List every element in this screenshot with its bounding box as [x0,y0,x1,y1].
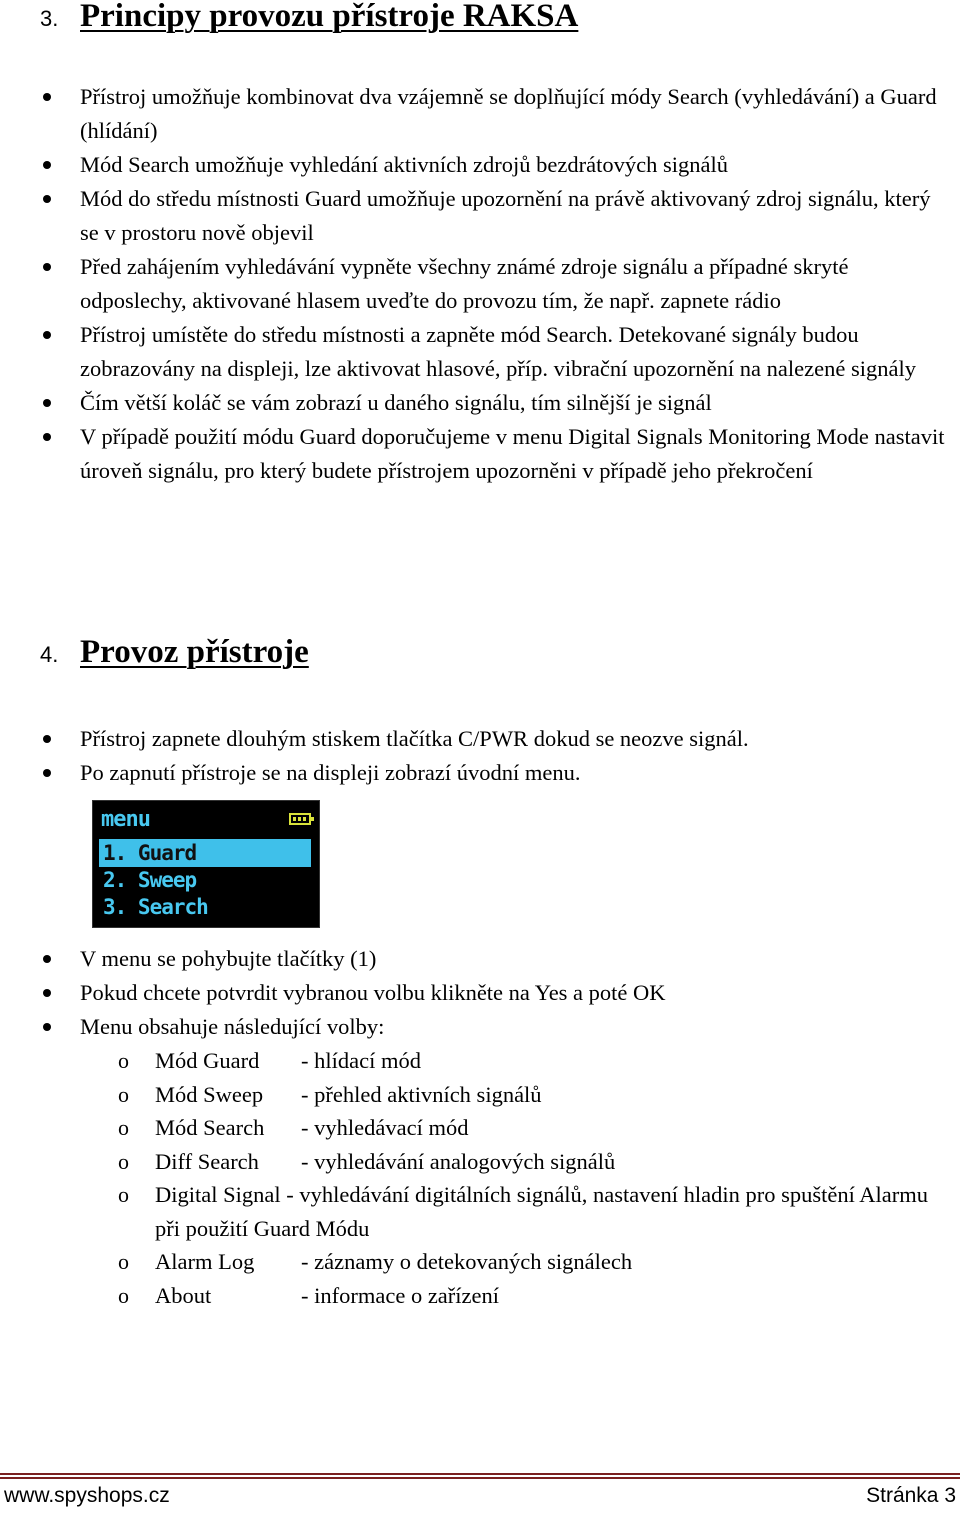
menu-option-item: o Mód Search - vyhledávací mód [118,1115,469,1140]
section-4-title: Provoz přístroje [80,634,309,670]
screen-menu-item-search: 3. Search [103,895,208,919]
list-item: Přístroj umístěte do středu místnosti a zapněte mód Search. Detekované signály budou zobrazovány na displeji, lze aktivovat hlasové, příp. vibrační upozornění na nalezené signály [0,318,960,386]
screen-menu-title: menu [101,807,150,832]
menu-option-item: o Alarm Log - záznamy o detekovaných signálech [118,1249,633,1274]
menu-option-item: o About - informace o zařízení [118,1282,500,1308]
footer-divider [0,1473,960,1479]
section-3-bullet-list [0,80,960,488]
list-item: Pokud chcete potvrdit vybranou volbu klikněte na Yes a poté OK [0,976,960,1010]
bullet-icon [43,989,51,997]
list-item: Mód do středu místnosti Guard umožňuje upozornění na právě aktivovaný zdroj signálu, který se v prostoru nově objevil [0,182,960,250]
bullet-icon [43,263,51,271]
bullet-icon [43,195,51,203]
list-item: Čím větší koláč se vám zobrazí u daného signálu, tím silnější je signál [0,386,960,420]
bullet-icon [43,399,51,407]
battery-icon [289,813,311,825]
section-3-title: Principy provozu přístroje RAKSA [80,0,579,34]
menu-option-item: o Diff Search - vyhledávání analogových signálů [118,1148,616,1174]
list-item: Menu obsahuje následující volby: o Mód Guard - hlídací mód o Mód Sweep - přehled aktivních signálů o Mód Search - vyhledávací mód o Diff Search - vyhledávání analogových signálů o Digital Signal - vyhledávání digitálních signálů, nastavení hladin pro spuštění Alarmu při použití Guard Módu o Alarm Log - záznamy o detekovaných signálech o About - informace o zařízení [0,1010,960,1312]
section-4-intro-list [0,722,960,790]
menu-option-item: o Mód Guard - hlídací mód [118,1048,421,1073]
list-item: Před zahájením vyhledávání vypněte všechny známé zdroje signálu a případné skryté odposlechy, aktivované hlasem uveďte do provozu tím, že např. zapnete rádio [0,250,960,318]
screen-menu-item-sweep: 2. Sweep [103,868,197,892]
menu-option-item: o Mód Sweep - přehled aktivních signálů [118,1081,542,1107]
footer-page-number: Stránka 3 [866,1484,956,1507]
list-item: V menu se pohybujte tlačítky (1) [0,942,960,976]
section-3-number: 3. [40,6,59,31]
footer-website: www.spyshops.cz [4,1484,170,1507]
bullet-icon [43,433,51,441]
screen-menu-item-guard: 1. Guard [99,839,311,867]
section-3-heading [40,0,578,35]
section-4-heading [40,634,309,671]
bullet-icon [43,735,51,743]
list-item: Přístroj zapnete dlouhým stiskem tlačítka C/PWR dokud se neozve signál. [0,722,960,756]
device-menu-screen [92,800,320,928]
list-item: Přístroj umožňuje kombinovat dva vzájemně se doplňující módy Search (vyhledávání) a Guard (hlídání) [0,80,960,148]
section-4-menu-list [0,942,960,1312]
menu-options-list [0,1044,960,1312]
bullet-icon [43,769,51,777]
list-item: Mód Search umožňuje vyhledání aktivních zdrojů bezdrátových signálů [0,148,960,182]
bullet-icon [43,161,51,169]
list-item: Po zapnutí přístroje se na displeji zobrazí úvodní menu. [0,756,960,790]
bullet-icon [43,331,51,339]
section-4-number: 4. [40,642,59,667]
menu-option-item: o Digital Signal - vyhledávání digitálních signálů, nastavení hladin pro spuštění Alarmu při použití Guard Módu [118,1182,928,1241]
bullet-icon [43,93,51,101]
bullet-icon [43,1023,51,1031]
bullet-icon [43,955,51,963]
list-item: V případě použití módu Guard doporučujeme v menu Digital Signals Monitoring Mode nastavit úroveň signálu, pro který budete přístrojem upozorněni v případě jeho překročení [0,420,960,488]
